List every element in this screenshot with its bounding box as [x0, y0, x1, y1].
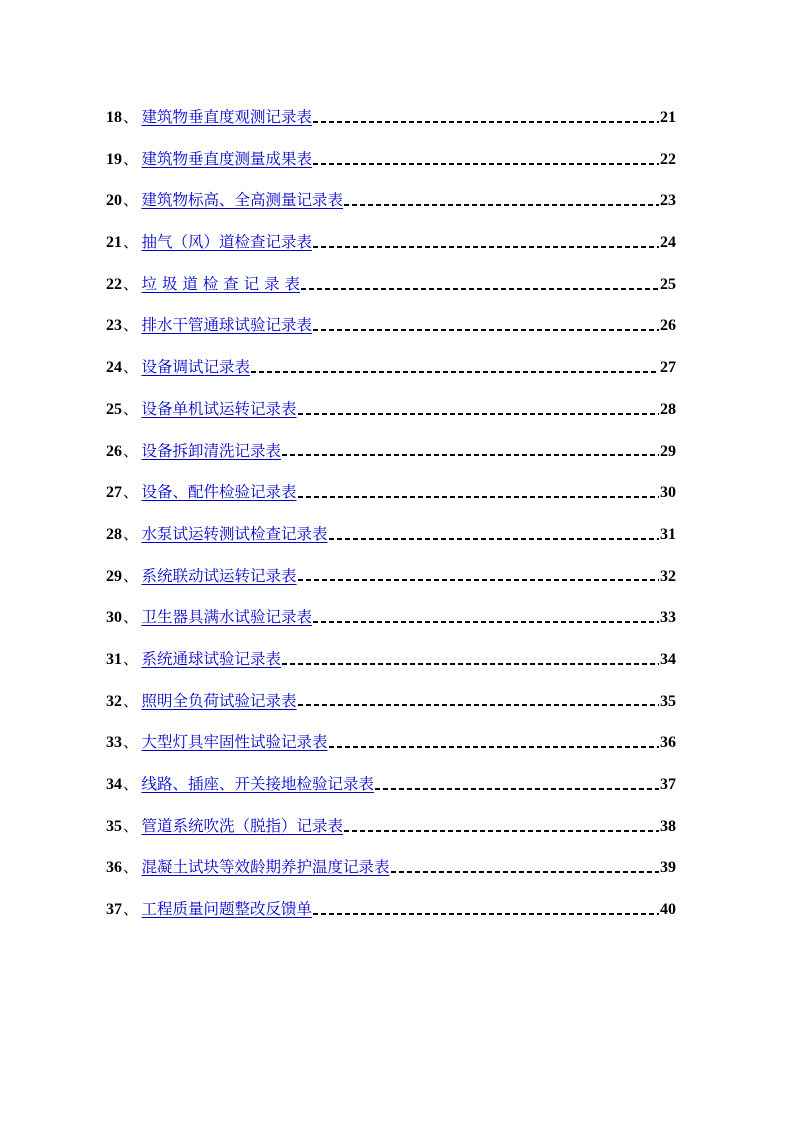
toc-dot-leader [282, 663, 659, 665]
toc-entry-number: 25 [106, 400, 122, 418]
toc-dot-leader [251, 371, 659, 373]
toc-entry-page-number: 26 [660, 317, 676, 335]
toc-entry[interactable] [106, 897, 676, 939]
toc-entry-page-number: 32 [660, 567, 676, 585]
toc-entry-link[interactable]: 混凝土试块等效龄期养护温度记录表 [141, 858, 390, 877]
toc-entry[interactable] [106, 105, 676, 147]
toc-entry-number: 33 [106, 734, 122, 752]
toc-entry-separator: 、 [123, 608, 139, 627]
toc-entry-separator: 、 [123, 858, 139, 877]
toc-entry-number: 36 [106, 859, 122, 877]
toc-entry-page-number: 23 [660, 192, 676, 210]
toc-entry-link[interactable]: 建筑物垂直度观测记录表 [141, 108, 313, 126]
toc-entry-link[interactable]: 线路、插座、开关接地检验记录表 [141, 775, 375, 793]
toc-dot-leader [298, 413, 659, 415]
toc-entry-number: 22 [106, 275, 122, 293]
toc-entry-number: 21 [106, 234, 122, 252]
toc-entry[interactable] [106, 480, 676, 522]
toc-entry-separator: 、 [123, 775, 139, 793]
toc-entry-page-number: 30 [660, 484, 676, 502]
toc-entry-number: 37 [106, 901, 122, 919]
toc-entry-number: 31 [106, 650, 122, 668]
toc-entry-number: 29 [106, 567, 122, 585]
toc-entry-page-number: 39 [660, 859, 676, 877]
toc-entry-page-number: 24 [660, 234, 676, 252]
toc-dot-leader [298, 704, 659, 706]
toc-dot-leader [301, 288, 659, 290]
toc-entry-link[interactable]: 管道系统吹洗（脱指）记录表 [141, 816, 344, 835]
toc-entry-page-number: 28 [660, 400, 676, 418]
toc-dot-leader [282, 454, 659, 456]
toc-entry-page-number: 34 [660, 650, 676, 668]
toc-entry[interactable] [106, 772, 676, 814]
toc-entry[interactable] [106, 313, 676, 355]
toc-entry-link[interactable]: 排水干管通球试验记录表 [141, 316, 313, 335]
toc-entry-separator: 、 [123, 191, 139, 210]
toc-entry-link[interactable]: 设备拆卸清洗记录表 [141, 441, 282, 460]
toc-entry-separator: 、 [123, 233, 139, 252]
toc-entry-separator: 、 [123, 483, 139, 502]
toc-entry[interactable] [106, 730, 676, 772]
toc-entry-page-number: 22 [660, 150, 676, 168]
toc-entry-page-number: 37 [660, 776, 676, 793]
toc-entry-number: 18 [106, 109, 122, 126]
toc-entry-number: 30 [106, 609, 122, 627]
toc-entry-number: 32 [106, 692, 122, 710]
toc-entry-number: 26 [106, 442, 122, 460]
toc-entry-separator: 、 [123, 399, 139, 418]
toc-entry-link[interactable]: 工程质量问题整改反馈单 [141, 900, 313, 919]
toc-entry[interactable] [106, 355, 676, 397]
toc-entry-page-number: 21 [660, 109, 676, 126]
toc-entry-link[interactable]: 照明全负荷试验记录表 [141, 691, 297, 710]
toc-entry-link[interactable]: 系统联动试运转记录表 [141, 566, 297, 585]
toc-dot-leader [313, 621, 659, 623]
toc-entry-page-number: 40 [660, 901, 676, 919]
toc-entry[interactable] [106, 439, 676, 481]
toc-entry-number: 23 [106, 317, 122, 335]
toc-dot-leader [391, 871, 659, 873]
toc-entry-page-number: 29 [660, 442, 676, 460]
toc-entry-separator: 、 [123, 524, 139, 543]
toc-entry[interactable] [106, 855, 676, 897]
toc-entry-separator: 、 [123, 816, 139, 835]
toc-entry-page-number: 36 [660, 734, 676, 752]
toc-entry-link[interactable]: 建筑物标高、全高测量记录表 [141, 191, 344, 210]
toc-entry-page-number: 35 [660, 692, 676, 710]
toc-entry-separator: 、 [123, 649, 139, 668]
toc-entry-page-number: 31 [660, 525, 676, 543]
toc-dot-leader [313, 163, 659, 165]
toc-entry-link[interactable]: 抽气（风）道检查记录表 [141, 233, 313, 252]
toc-entry-link[interactable]: 垃 圾 道 检 查 记 录 表 [141, 274, 301, 293]
toc-dot-leader [298, 496, 659, 498]
toc-entry-link[interactable]: 系统通球试验记录表 [141, 649, 282, 668]
table-of-contents [106, 105, 676, 939]
toc-dot-leader [344, 204, 659, 206]
toc-entry-separator: 、 [123, 108, 139, 126]
toc-entry-link[interactable]: 卫生器具满水试验记录表 [141, 608, 313, 627]
toc-entry-number: 20 [106, 192, 122, 210]
toc-entry-separator: 、 [123, 566, 139, 585]
toc-entry-link[interactable]: 大型灯具牢固性试验记录表 [141, 733, 328, 752]
toc-entry[interactable] [106, 689, 676, 731]
toc-entry[interactable] [106, 814, 676, 856]
toc-entry-page-number: 38 [660, 817, 676, 835]
toc-entry-link[interactable]: 设备、配件检验记录表 [141, 483, 297, 502]
toc-entry[interactable] [106, 564, 676, 606]
toc-dot-leader [313, 121, 659, 123]
toc-dot-leader [313, 913, 659, 915]
toc-entry-separator: 、 [123, 316, 139, 335]
toc-entry-link[interactable]: 设备调试记录表 [141, 358, 251, 377]
toc-dot-leader [344, 830, 659, 832]
toc-entry[interactable] [106, 147, 676, 189]
toc-entry-separator: 、 [123, 900, 139, 919]
toc-entry-number: 19 [106, 150, 122, 168]
toc-entry[interactable] [106, 272, 676, 314]
toc-entry[interactable] [106, 605, 676, 647]
toc-entry-link[interactable]: 建筑物垂直度测量成果表 [141, 149, 313, 168]
toc-entry-number: 24 [106, 359, 122, 377]
toc-dot-leader [313, 329, 659, 331]
toc-entry[interactable] [106, 188, 676, 230]
toc-entry-page-number: 25 [660, 275, 676, 293]
toc-entry[interactable] [106, 522, 676, 564]
toc-entry-separator: 、 [123, 691, 139, 710]
toc-entry-number: 28 [106, 525, 122, 543]
toc-dot-leader [298, 579, 659, 581]
toc-entry-number: 27 [106, 484, 122, 502]
toc-dot-leader [329, 538, 659, 540]
toc-dot-leader [329, 746, 659, 748]
toc-entry[interactable] [106, 397, 676, 439]
toc-entry-separator: 、 [123, 358, 139, 377]
toc-entry-page-number: 27 [660, 359, 676, 377]
toc-dot-leader [375, 788, 659, 790]
toc-entry-number: 35 [106, 817, 122, 835]
toc-entry-separator: 、 [123, 274, 139, 293]
toc-entry-link[interactable]: 设备单机试运转记录表 [141, 399, 297, 418]
toc-entry-separator: 、 [123, 441, 139, 460]
toc-entry-separator: 、 [123, 149, 139, 168]
toc-entry[interactable] [106, 230, 676, 272]
toc-entry[interactable] [106, 647, 676, 689]
toc-entry-link[interactable]: 水泵试运转测试检查记录表 [141, 524, 328, 543]
toc-entry-number: 34 [106, 776, 122, 793]
toc-entry-page-number: 33 [660, 609, 676, 627]
toc-entry-separator: 、 [123, 733, 139, 752]
toc-dot-leader [313, 246, 659, 248]
